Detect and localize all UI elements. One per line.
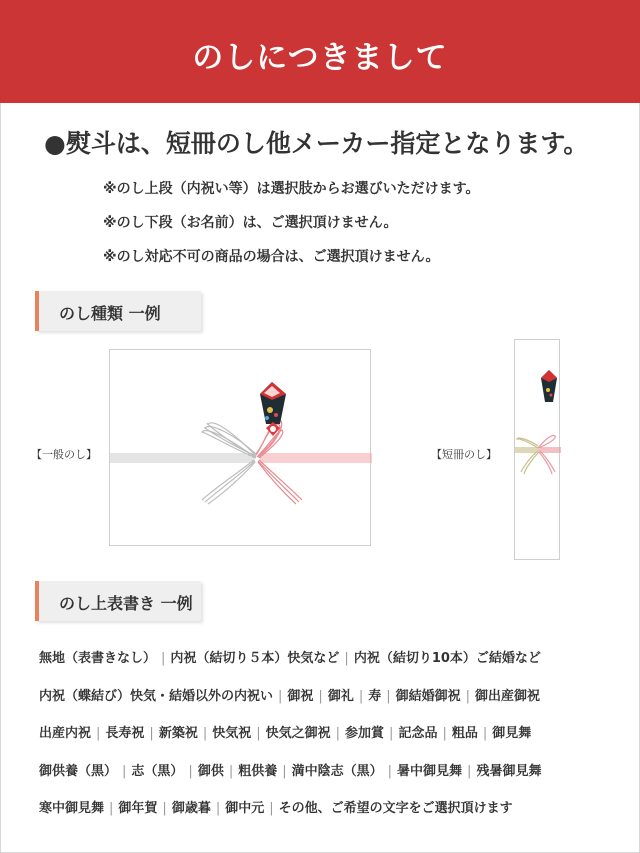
header-banner [0, 0, 640, 103]
separator: | [282, 763, 287, 779]
separator: | [256, 726, 261, 741]
separator: | [215, 801, 221, 816]
section-heading-label: のし種類 一例 [59, 304, 161, 323]
omote-item: 内祝（蝶結び）快気・結婚以外の内祝い [39, 688, 274, 704]
omote-item: 御出産御祝 [475, 688, 541, 704]
omote-item: 御供 [197, 763, 224, 779]
tanzaku-noshi-illustration [515, 340, 561, 561]
omote-item: 御祝 [287, 688, 314, 704]
omote-item: 粗品 [451, 726, 478, 741]
separator: | [442, 726, 447, 741]
omote-item: 寿 [368, 688, 382, 704]
separator: | [96, 726, 101, 741]
omote-item: 内祝（結切り５本）快気など [170, 651, 340, 666]
separator: | [188, 763, 193, 779]
page-title: のしにつきまして [192, 40, 448, 76]
omote-item: 記念品 [398, 726, 438, 741]
lead-statement: ●熨斗は、短冊のし他メーカー指定となります。 [44, 129, 589, 158]
omote-item: 御結婚御祝 [395, 688, 461, 704]
note-item: ※のし下段（お名前）は、ご選択頂けません。 [103, 215, 398, 231]
omote-item: 御礼 [327, 688, 354, 704]
separator: | [122, 763, 127, 779]
separator: | [386, 688, 391, 704]
omote-line [39, 647, 629, 685]
omote-line [39, 685, 629, 723]
separator: | [318, 688, 323, 704]
omote-item: 出産内祝 [39, 726, 92, 741]
note-item: ※のし上段（内祝い等）は選択肢からお選びいただけます。 [103, 181, 480, 197]
omote-line [39, 722, 629, 760]
omote-item: 御供養（黒） [39, 763, 118, 779]
separator: | [467, 763, 472, 779]
omote-item: 御歳暮 [171, 801, 211, 816]
section-heading-types [35, 291, 201, 331]
omote-item: 長寿祝 [105, 726, 145, 741]
separator: | [162, 801, 167, 816]
omote-examples-list [39, 647, 629, 835]
omote-item: 御年賀 [118, 801, 158, 816]
omote-item: 残暑御見舞 [476, 763, 542, 779]
omote-line [39, 760, 629, 798]
omote-line [39, 797, 629, 835]
separator: | [389, 726, 394, 741]
omote-item: 御見舞 [492, 726, 532, 741]
separator: | [335, 726, 341, 741]
separator: | [269, 801, 274, 816]
separator: | [228, 763, 234, 779]
omote-item: 無地（表書きなし） [39, 651, 157, 666]
separator: | [109, 801, 114, 816]
omote-item: 新築祝 [158, 726, 198, 741]
separator: | [387, 763, 393, 779]
notes-list [103, 178, 480, 280]
omote-item: 暑中御見舞 [397, 763, 463, 779]
omote-item: 内祝（結切り10本）ご結婚など [353, 651, 541, 666]
separator: | [149, 726, 154, 741]
separator: | [161, 651, 166, 666]
separator: | [278, 688, 283, 704]
separator: | [202, 726, 208, 741]
omote-item: その他、ご希望の文字をご選択頂けます [278, 801, 513, 816]
noshi-ornament-icon [260, 382, 286, 436]
general-noshi-label: 【一般のし】 [31, 448, 97, 461]
section-heading-label: のし上表書き 一例 [59, 594, 193, 613]
tanzaku-noshi-label: 【短冊のし】 [431, 448, 497, 461]
note-item: ※のし対応不可の商品の場合は、ご選択頂けません。 [103, 249, 440, 265]
separator: | [344, 651, 349, 666]
omote-item: 御中元 [225, 801, 265, 816]
noshi-ornament-icon [541, 370, 557, 402]
separator: | [465, 688, 471, 704]
omote-item: 粗供養 [238, 763, 278, 779]
section-heading-omote [35, 581, 201, 621]
general-noshi-illustration [110, 350, 372, 547]
omote-item: 志（黒） [131, 763, 184, 779]
omote-item: 快気之御祝 [265, 726, 331, 741]
omote-item: 寒中御見舞 [39, 801, 105, 816]
omote-item: 満中陰志（黒） [291, 763, 383, 779]
omote-item: 参加賞 [345, 726, 385, 741]
general-noshi-image [109, 349, 371, 546]
tanzaku-noshi-image [514, 339, 560, 560]
separator: | [482, 726, 488, 741]
separator: | [358, 688, 364, 704]
omote-item: 快気祝 [212, 726, 252, 741]
